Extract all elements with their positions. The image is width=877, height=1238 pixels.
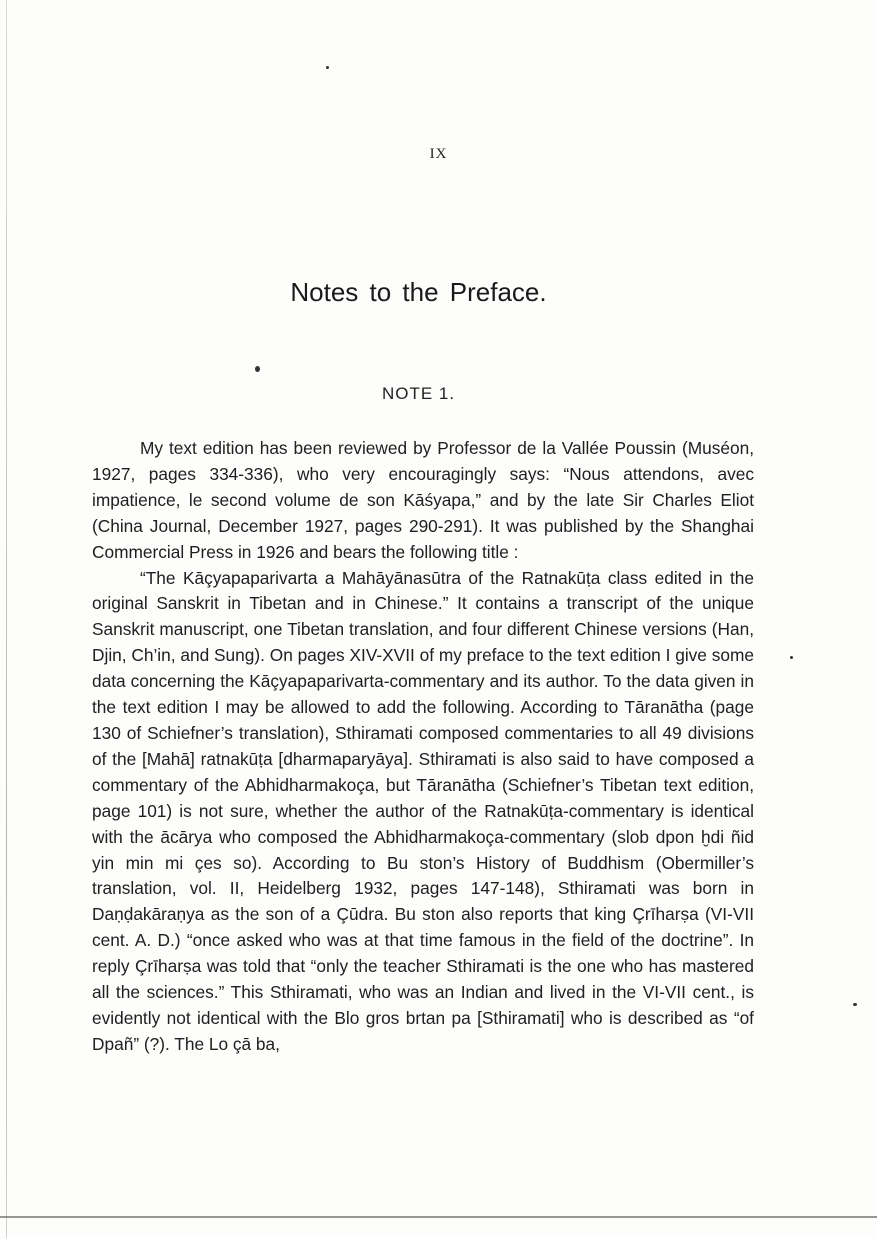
scan-speck <box>853 1003 857 1006</box>
page-number: IX <box>429 146 448 162</box>
scan-speck <box>255 366 260 372</box>
page-bottom-rule <box>0 1216 877 1218</box>
page-left-edge <box>6 0 7 1238</box>
scan-speck <box>326 66 329 69</box>
paragraph: My text edition has been reviewed by Professor de la Vallée Poussin (Muséon, 1927, pages 334-336), who very encouragingly says: “Nous attendons, avec impatience, le second volume de son Kāśyapa,” and by the late Sir Charles Eliot (China Journal, December 1927, pages 290-291). It was published by the Shanghai Commercial Press in 1926 and bears the following title : <box>92 438 754 562</box>
scan-speck <box>790 656 793 659</box>
page-title: Notes to the Preface. <box>290 277 547 307</box>
note-heading: NOTE 1. <box>381 384 456 403</box>
body-text <box>92 436 754 1058</box>
paragraph: “The Kāçyapaparivarta a Mahāyānasūtra of the Ratnakūṭa class edited in the original Sanskrit in Tibetan and in Chinese.” It contains a transcript of the unique Sanskrit manuscript, one Tibetan translation, and four different Chinese versions (Han, Djin, Ch’in, and Sung). On pages XIV-XVII of my preface to the text edition I give some data concerning the Kāçyapaparivarta-commentary and its author. To the data given in the text edition I may be allowed to add the following. According to Tāranātha (page 130 of Schiefner’s translation), Sthiramati composed commentaries to all 49 divisions of the [Mahā] ratnakūṭa [dharmaparyāya]. Sthiramati is also said to have composed a commentary of the Abhidharmakoça, but Tāranātha (Schiefner’s Tibetan text edition, page 101) is not sure, whether the author of the Ratnakūṭa-commentary is identical with the ācārya who composed the Abhidharmakoça-commentary (slob dpon ḫdi ñid yin min mi çes so). According to Bu ston’s History of Buddhism (Obermiller’s translation, vol. II, Heidelberg 1932, pages 147-148), Sthiramati was born in Daṇḍakāraṇya as the son of a Çūdra. Bu ston also reports that king Çrīharṣa (VI-VII cent. A. D.) “once asked who was at that time famous in the field of the doctrine”. In reply Çrīharṣa was told that “only the teacher Sthiramati is the one who has mastered all the sciences.” This Sthiramati, who was an Indian and lived in the VI-VII cent., is evidently not identical with the Blo gros brtan pa [Sthiramati] who is described as “of Dpañ” (?). The Lo çā ba, <box>92 567 754 1054</box>
